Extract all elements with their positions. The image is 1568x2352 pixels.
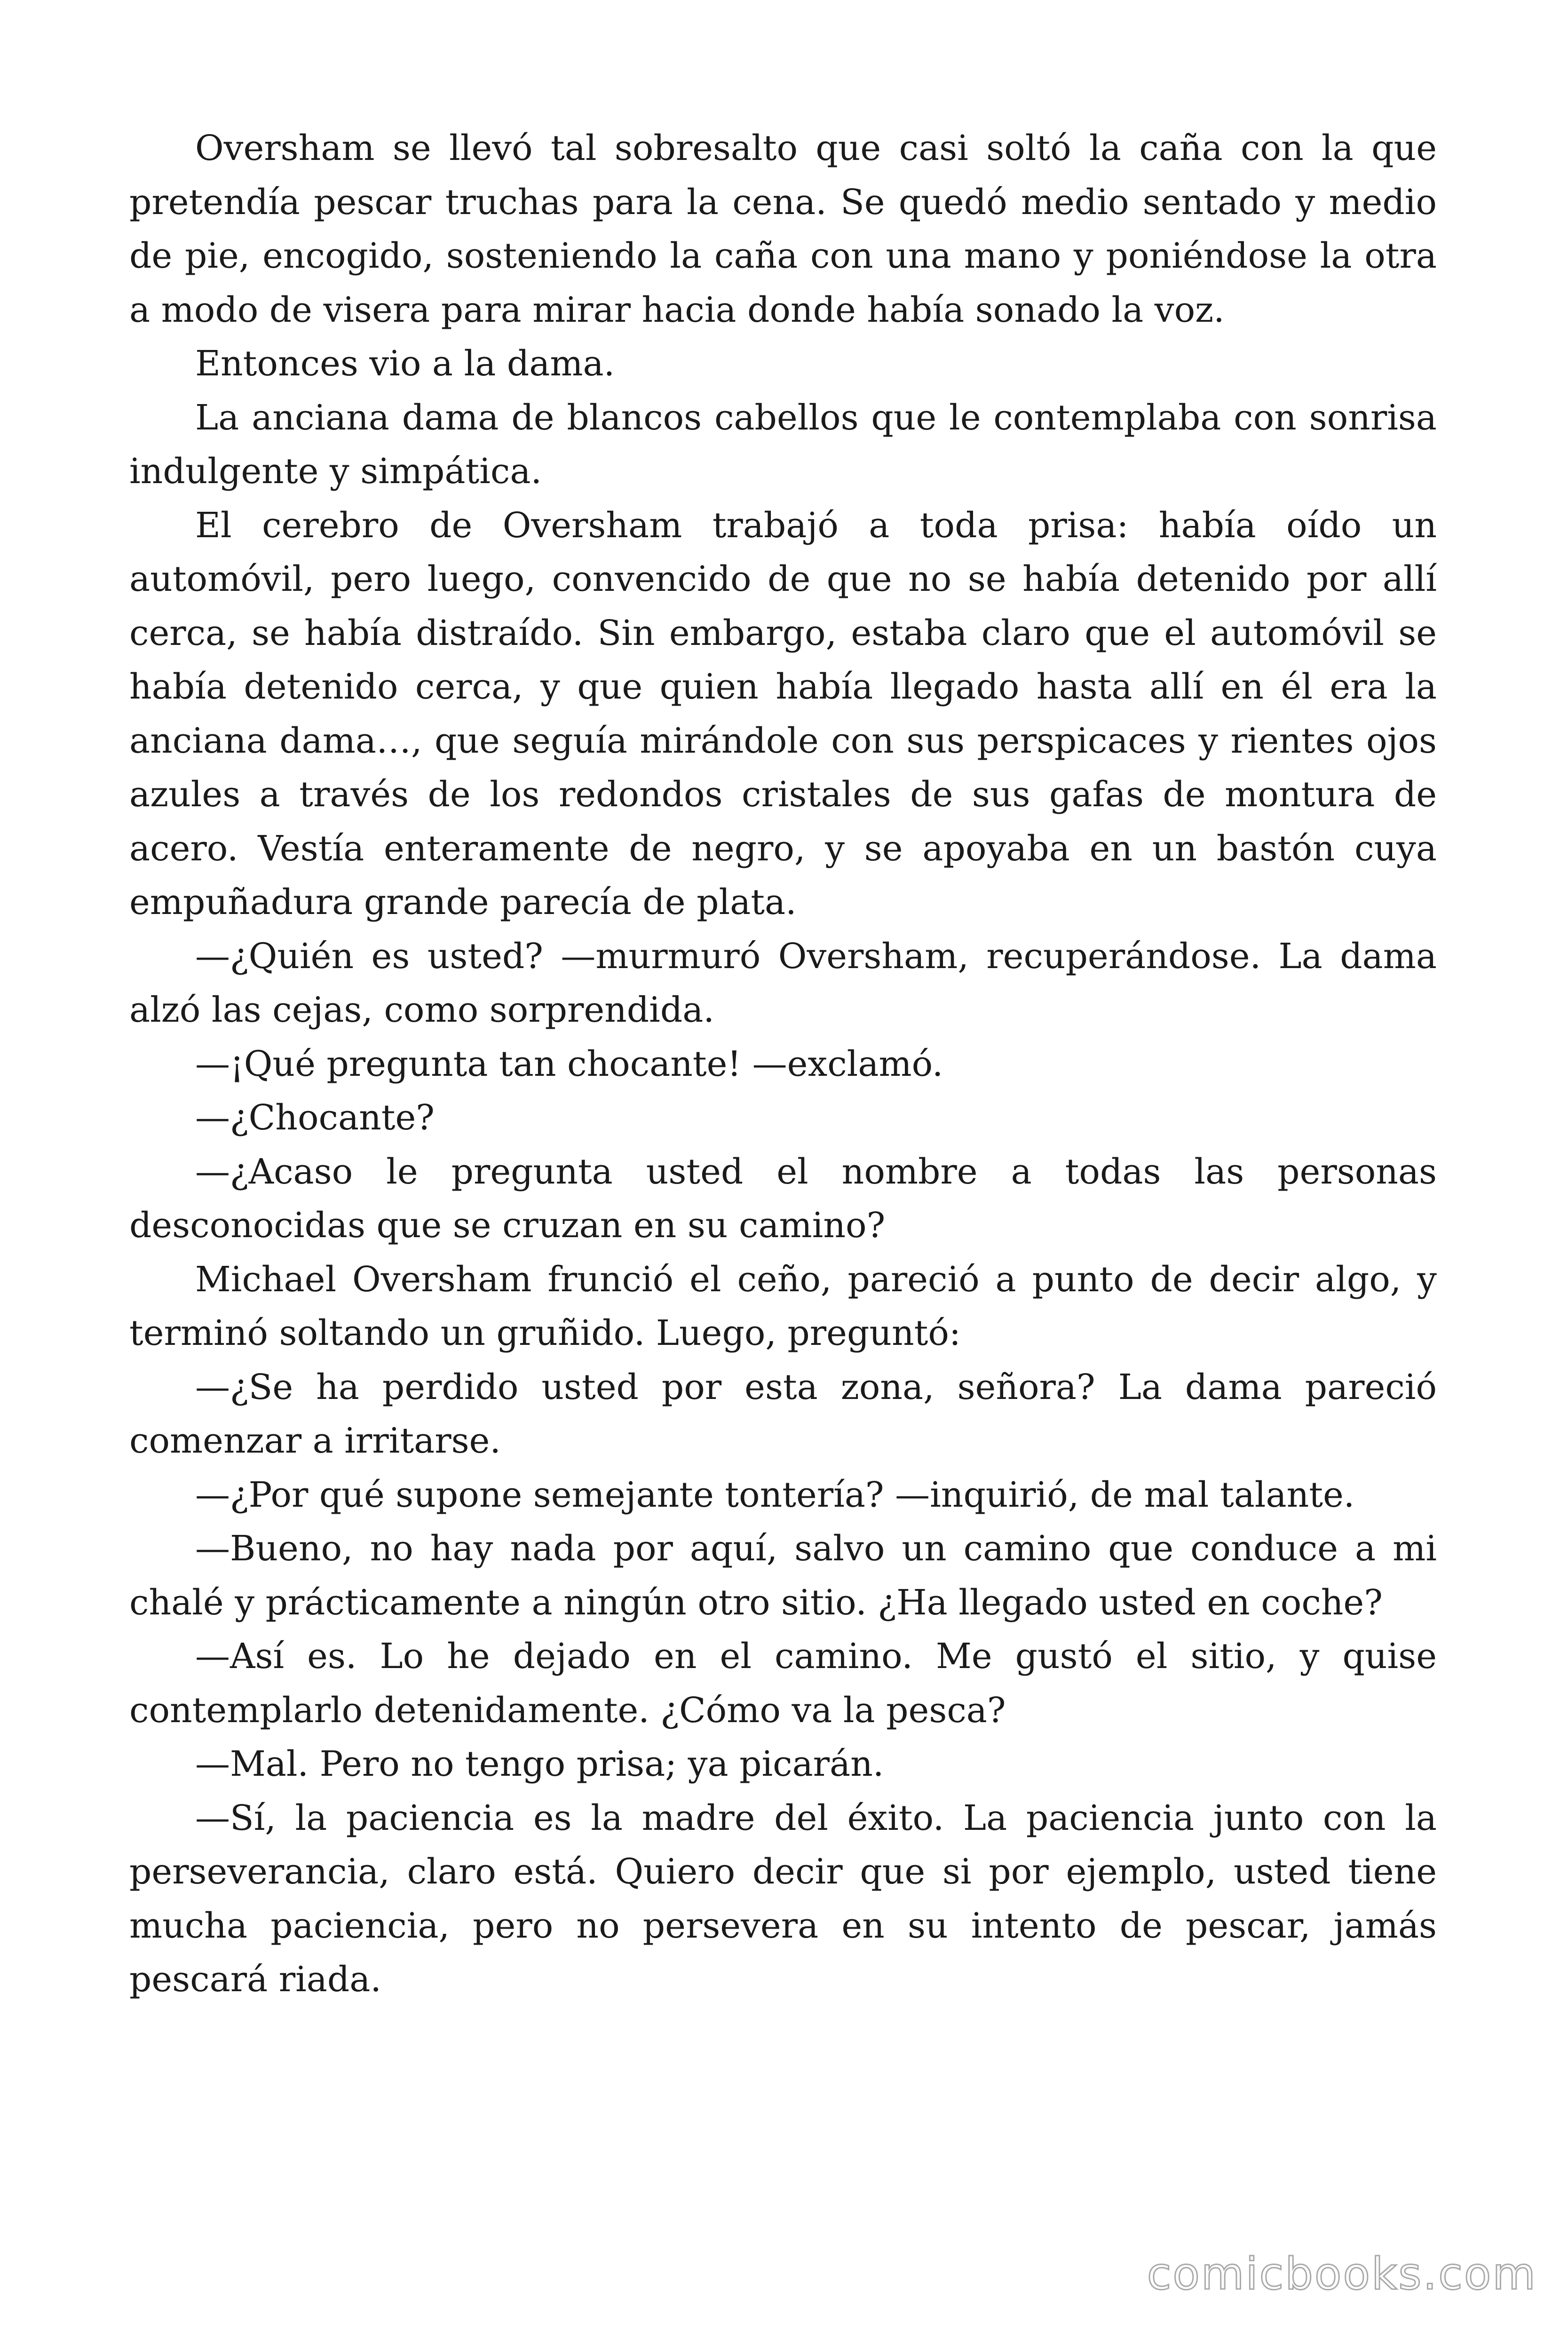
body-text (129, 121, 1437, 2007)
paragraph: La anciana dama de blancos cabellos que le contemplaba con sonrisa indulgente y simpática. (129, 397, 1437, 492)
paragraph: Michael Oversham frunció el ceño, pareció a punto de decir algo, y terminó soltando un gruñido. Luego, preguntó: (129, 1259, 1437, 1353)
paragraph: Entonces vio a la dama. (195, 343, 615, 384)
paragraph: —¿Por qué supone semejante tontería? —inquirió, de mal talante. (195, 1474, 1355, 1515)
paragraph: —Mal. Pero no tengo prisa; ya picarán. (195, 1744, 884, 1784)
paragraph: —¡Qué pregunta tan chocante! —exclamó. (195, 1043, 943, 1084)
paragraph: Oversham se llevó tal sobresalto que casi soltó la caña con la que pretendía pescar truchas para la cena. Se quedó medio sentado y medio de pie, encogido, sosteniendo la caña con una mano y poniéndose la otra a modo de visera para mirar hacia donde había sonado la voz. (129, 128, 1437, 330)
paragraph: —Sí, la paciencia es la madre del éxito. La paciencia junto con la perseverancia, claro está. Quiero decir que si por ejemplo, usted tiene mucha paciencia, pero no persevera en su intento de pescar, jamás pescará riada. (129, 1797, 1437, 2000)
paragraph: El cerebro de Oversham trabajó a toda prisa: había oído un automóvil, pero luego, convencido de que no se había detenido por allí cerca, se había distraído. Sin embargo, estaba claro que el automóvil se había detenido cerca, y que quien había llegado hasta allí en él era la anciana dama…, que seguía mirándole con sus perspicaces y rientes ojos azules a través de los redondos cristales de sus gafas de montura de acero. Vestía enteramente de negro, y se apoyaba en un bastón cuya empuñadura grande parecía de plata. (129, 505, 1437, 922)
watermark-logo: comicbooks.com (1147, 2249, 1537, 2300)
paragraph: —¿Chocante? (195, 1097, 435, 1138)
paragraph: —¿Acaso le pregunta usted el nombre a todas las personas desconocidas que se cruzan en su camino? (129, 1151, 1437, 1246)
paragraph: —Así es. Lo he dejado en el camino. Me gustó el sitio, y quise contemplarlo detenidamente. ¿Cómo va la pesca? (129, 1636, 1437, 1731)
paragraph: —¿Quién es usted? —murmuró Oversham, recuperándose. La dama alzó las cejas, como sorprendida. (129, 936, 1437, 1030)
paragraph: —Bueno, no hay nada por aquí, salvo un camino que conduce a mi chalé y prácticamente a ningún otro sitio. ¿Ha llegado usted en coche? (129, 1528, 1437, 1623)
paragraph: —¿Se ha perdido usted por esta zona, señora? La dama pareció comenzar a irritarse. (129, 1367, 1437, 1461)
